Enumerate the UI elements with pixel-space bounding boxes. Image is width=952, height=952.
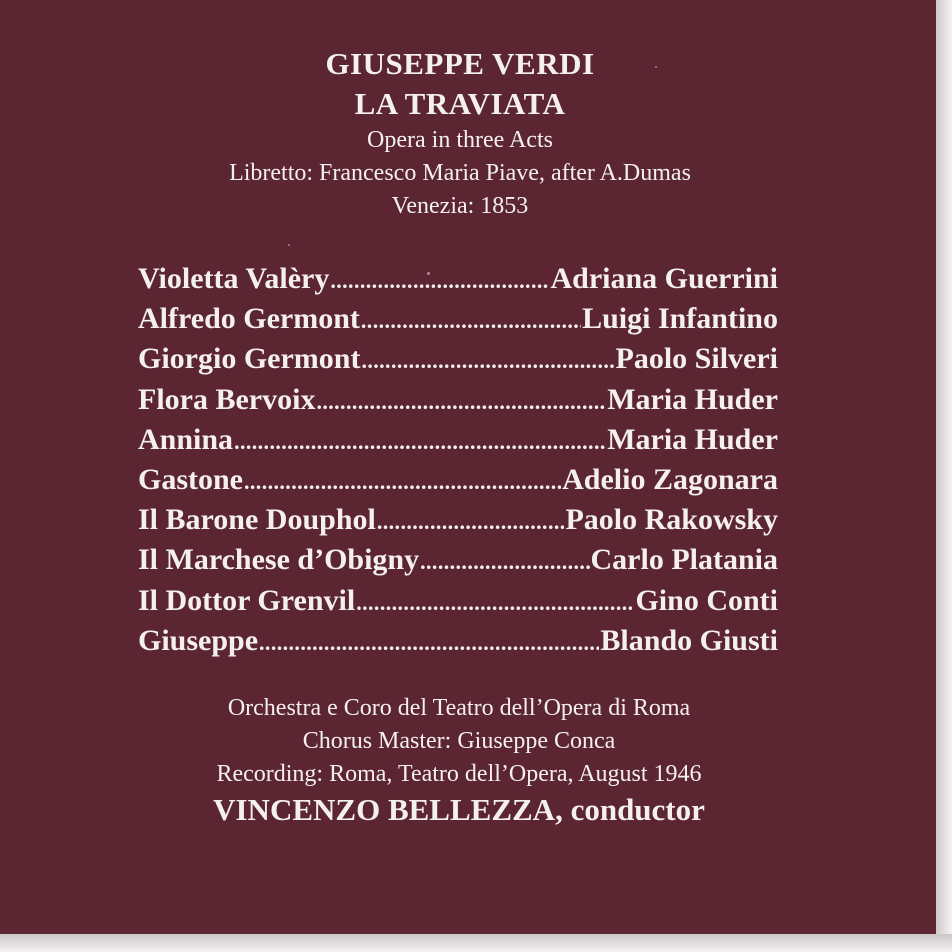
credits-block [0, 692, 918, 829]
chorus-master-credit: Chorus Master: Giuseppe Conca [302, 728, 616, 754]
dot-leader [377, 502, 565, 540]
page-edge-bottom [0, 934, 952, 952]
premiere-info: Venezia: 1853 [391, 193, 529, 219]
cast-list [138, 259, 778, 661]
cast-row [138, 259, 778, 299]
print-speck [655, 66, 657, 68]
role-name: Gastone [138, 462, 243, 496]
dot-leader [316, 382, 606, 420]
print-speck [288, 244, 290, 246]
dot-leader [234, 422, 606, 460]
dot-leader [356, 583, 634, 621]
singer-name: Carlo Platania [590, 543, 778, 577]
dot-leader [244, 462, 561, 500]
cast-row [138, 339, 778, 379]
singer-name: Adriana Guerrini [550, 262, 778, 295]
dot-leader [361, 301, 581, 339]
singer-name: Adelio Zagonara [562, 462, 778, 496]
cast-row [138, 380, 778, 420]
dot-leader [420, 542, 589, 580]
orchestra-credit: Orchestra e Coro del Teatro dell’Opera di Roma [227, 695, 691, 721]
dot-leader [259, 623, 599, 661]
cast-row [138, 460, 778, 500]
role-name: Violetta Valèry [138, 262, 330, 295]
opera-subtitle: Opera in three Acts [367, 127, 553, 153]
singer-name: Paolo Rakowsky [565, 503, 778, 537]
print-speck [427, 272, 430, 275]
cast-row [138, 420, 778, 460]
page-edge-right [936, 0, 952, 952]
cast-row [138, 621, 778, 661]
role-name: Il Marchese d’Obigny [138, 543, 420, 577]
composer-name: GIUSEPPE VERDI [325, 46, 595, 81]
libretto-credit: Libretto: Francesco Maria Piave, after A.Dumas [229, 160, 691, 186]
opera-title: LA TRAVIATA [354, 86, 566, 121]
singer-name: Gino Conti [635, 583, 778, 617]
conductor-credit: VINCENZO BELLEZZA, conductor [213, 792, 705, 827]
singer-name: Luigi Infantino [582, 302, 778, 336]
role-name: Il Dottor Grenvil [138, 583, 356, 617]
role-name: Giorgio Germont [138, 342, 361, 376]
role-name: Il Barone Douphol [138, 503, 376, 537]
cast-row [138, 581, 778, 621]
cast-row [138, 500, 778, 540]
cast-row [138, 299, 778, 339]
dot-leader [361, 341, 614, 379]
singer-name: Maria Huder [607, 422, 778, 456]
recording-info: Recording: Roma, Teatro dell’Opera, August 1946 [216, 761, 702, 787]
cast-row [138, 540, 778, 580]
role-name: Alfredo Germont [138, 302, 360, 336]
role-name: Flora Bervoix [138, 382, 316, 416]
singer-name: Maria Huder [607, 382, 778, 416]
role-name: Giuseppe [138, 623, 259, 657]
dot-leader [330, 261, 549, 299]
role-name: Annina [138, 422, 234, 456]
singer-name: Blando Giusti [600, 623, 778, 657]
singer-name: Paolo Silveri [615, 342, 778, 376]
title-block [0, 44, 920, 223]
